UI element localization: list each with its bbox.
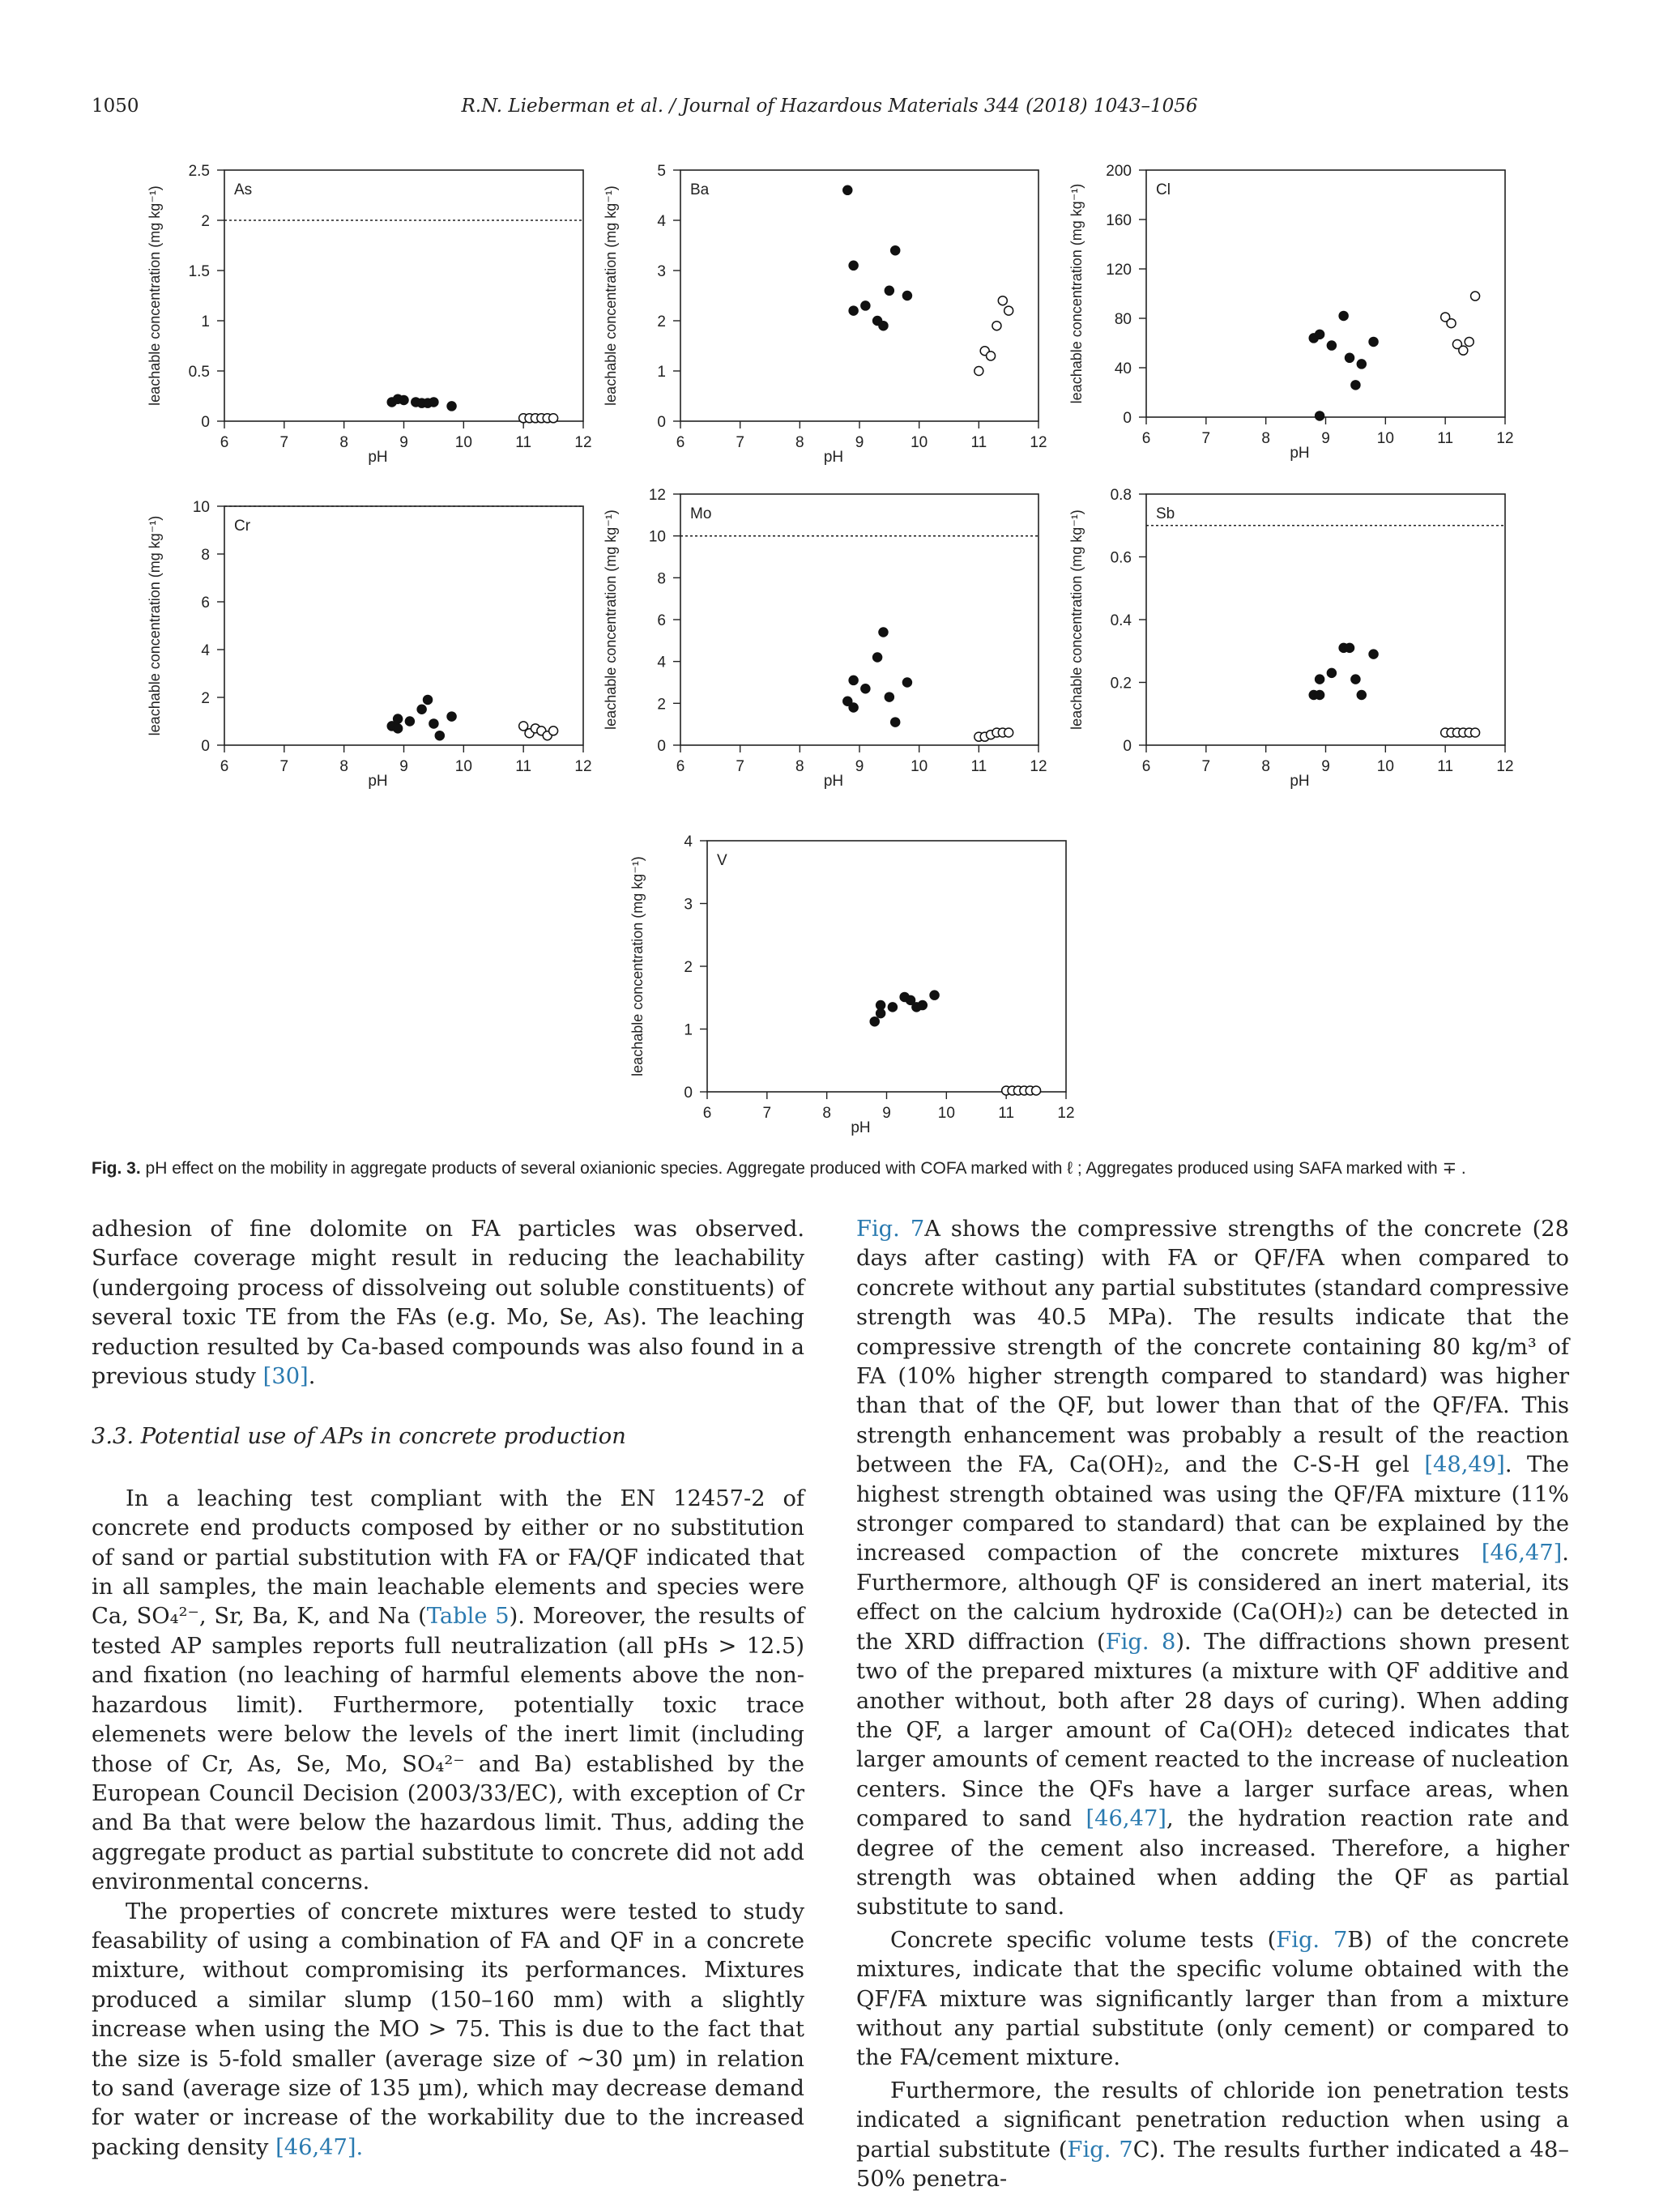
plot-frame xyxy=(680,170,1038,421)
panel-label: As xyxy=(234,181,253,198)
figure-link[interactable]: Fig. 7 xyxy=(856,1217,925,1242)
right-column xyxy=(856,1215,1569,2194)
y-axis-label: leachable concentration (mg kg⁻¹) xyxy=(629,856,646,1076)
panel-sb xyxy=(1068,487,1514,790)
cofa-point xyxy=(885,693,893,701)
y-tick-label: 120 xyxy=(1106,262,1132,279)
x-tick-label: 7 xyxy=(736,434,744,451)
cofa-point xyxy=(891,246,900,255)
figure-3 xyxy=(0,146,1659,1142)
safa-point xyxy=(1447,319,1456,328)
citation-link[interactable]: [30] xyxy=(262,1364,309,1390)
cofa-point xyxy=(429,719,438,728)
cofa-point xyxy=(1327,668,1336,677)
y-tick-label: 0.5 xyxy=(188,364,210,381)
plot-frame xyxy=(1146,494,1505,745)
safa-point xyxy=(1465,337,1473,346)
y-tick-label: 3 xyxy=(657,263,666,280)
panel-as xyxy=(147,163,592,466)
figure-link[interactable]: Fig. 8 xyxy=(1105,1629,1176,1655)
figure-link[interactable]: Fig. 7 xyxy=(1276,1927,1348,1953)
cofa-point xyxy=(1339,311,1348,320)
citation-link[interactable]: [46,47] xyxy=(1481,1541,1563,1566)
x-tick-label: 9 xyxy=(399,434,408,451)
x-axis-label: pH xyxy=(1290,773,1310,790)
x-tick-label: 9 xyxy=(399,758,408,775)
x-axis-label: pH xyxy=(368,449,388,466)
plot-frame xyxy=(680,494,1038,745)
cofa-point xyxy=(843,185,852,194)
page-number: 1050 xyxy=(92,96,139,117)
x-tick-label: 11 xyxy=(515,434,532,451)
x-tick-label: 10 xyxy=(454,758,472,775)
y-tick-label: 2 xyxy=(201,213,210,230)
paragraph: Concrete specific volume tests (Fig. 7B) of the concrete mixtures, indicate that the specific volume obtained with the QF/FA mixture was significantly larger than from a mixture without any partial substitute (only cement) or compared to the FA/cement mixture. xyxy=(856,1927,1569,2071)
x-tick-label: 12 xyxy=(1030,434,1047,451)
y-axis-label: leachable concentration (mg kg⁻¹) xyxy=(147,515,163,736)
y-tick-label: 8 xyxy=(657,570,666,588)
cofa-point xyxy=(849,261,858,270)
y-tick-label: 2 xyxy=(201,690,210,707)
y-tick-label: 1.5 xyxy=(188,263,210,280)
citation-link[interactable]: [46,47]. xyxy=(275,2134,364,2160)
y-tick-label: 1 xyxy=(684,1021,693,1039)
cofa-point xyxy=(435,731,444,740)
x-tick-label: 9 xyxy=(1321,758,1330,775)
safa-point xyxy=(1471,728,1480,737)
cofa-point xyxy=(918,1001,927,1010)
safa-point xyxy=(998,296,1007,305)
x-tick-label: 11 xyxy=(970,434,987,451)
x-tick-label: 9 xyxy=(855,758,864,775)
cofa-point xyxy=(394,724,403,733)
y-tick-label: 6 xyxy=(657,612,666,629)
y-tick-label: 80 xyxy=(1114,311,1132,328)
safa-point xyxy=(549,414,558,423)
paragraph: Furthermore, the results of chloride ion penetration tests indicated a significant penetration reduction when using a partial substitute (Fig. 7C). The results further indicated a 48–50% penetra- xyxy=(856,2078,1570,2192)
safa-point xyxy=(992,322,1001,330)
x-tick-label: 10 xyxy=(1376,758,1394,775)
panel-cl xyxy=(1068,163,1514,462)
cofa-point xyxy=(1316,330,1324,339)
cofa-point xyxy=(1316,675,1324,684)
cofa-point xyxy=(1351,675,1360,684)
cofa-point xyxy=(405,717,414,726)
safa-point xyxy=(1471,292,1480,300)
paragraph: In a leaching test compliant with the EN 12457-2 of concrete end products composed by either or no substitution of sand or partial substitution with FA or FA/QF indicated that in all samples, the main leachable elements and species were Ca, SO₄²⁻, Sr, Ba, K, and Na (Table 5). Moreover, the results of tested AP samples reports full neutralization (all pHs > 12.5) and fixation (no leaching of harmful elements above the non-hazardous limit). Furthermore, potentially toxic trace elemenets were below the levels of the inert limit (including those of Cr, As, Se, Mo, SO₄²⁻ and Ba) established by the European Council Decision (2003/33/EC), with exception of Cr and Ba that were below the hazardous limit. Thus, adding the aggregate product as partial substitute to concrete did not add environmental concerns. xyxy=(92,1485,804,1895)
safa-point xyxy=(549,727,558,735)
y-tick-label: 0.2 xyxy=(1110,675,1132,693)
cofa-point xyxy=(429,398,438,407)
caption-text: pH effect on the mobility in aggregate products of several oxianionic species. Aggregate produced with COFA marked with ℓ ; Aggregates produced using SAFA marked with ∓ . xyxy=(145,1159,1466,1178)
y-tick-label: 0 xyxy=(657,414,666,431)
paragraph: adhesion of fine dolomite on FA particles was observed. Surface coverage might result in reducing the leachability (undergoing process of dissolveing out soluble constituents) of several toxic TE from the FAs (e.g. Mo, Se, As). The leaching reduction resulted by Ca-based compounds was also found in a previous study [30]. xyxy=(92,1217,804,1390)
cofa-point xyxy=(417,705,426,714)
panel-label: Sb xyxy=(1156,505,1175,522)
x-tick-label: 7 xyxy=(736,758,744,775)
cofa-point xyxy=(930,991,939,999)
cofa-point xyxy=(870,1017,879,1026)
y-tick-label: 0 xyxy=(684,1085,693,1102)
x-tick-label: 11 xyxy=(1437,430,1454,447)
y-axis-label: leachable concentration (mg kg⁻¹) xyxy=(147,185,163,406)
cofa-point xyxy=(849,306,858,315)
x-tick-label: 10 xyxy=(937,1105,955,1122)
x-tick-label: 6 xyxy=(702,1105,712,1122)
x-tick-label: 8 xyxy=(339,434,348,451)
x-tick-label: 12 xyxy=(1057,1105,1075,1122)
cofa-point xyxy=(1316,411,1324,420)
y-tick-label: 2 xyxy=(684,959,693,976)
x-tick-label: 12 xyxy=(1496,430,1514,447)
y-axis-label: leachable concentration (mg kg⁻¹) xyxy=(603,185,619,406)
x-tick-label: 8 xyxy=(339,758,348,775)
y-tick-label: 0.6 xyxy=(1110,549,1132,567)
cofa-point xyxy=(861,301,870,310)
section-heading: 3.3. Potential use of APs in concrete production xyxy=(92,1424,626,1450)
y-tick-label: 5 xyxy=(657,163,666,180)
x-tick-label: 8 xyxy=(1261,758,1270,775)
caption-label: Fig. 3. xyxy=(92,1159,141,1178)
x-tick-label: 11 xyxy=(970,758,987,775)
y-tick-label: 40 xyxy=(1114,360,1132,377)
panel-label: Cr xyxy=(234,518,251,535)
cofa-point xyxy=(1351,381,1360,390)
x-tick-label: 10 xyxy=(454,434,472,451)
x-tick-label: 7 xyxy=(279,434,289,451)
cofa-point xyxy=(1327,341,1336,350)
y-axis-label: leachable concentration (mg kg⁻¹) xyxy=(603,509,619,730)
x-tick-label: 6 xyxy=(1141,758,1151,775)
cofa-point xyxy=(1357,360,1366,369)
x-axis-label: pH xyxy=(368,773,388,790)
cofa-point xyxy=(1357,691,1366,700)
y-tick-label: 0.4 xyxy=(1110,612,1132,629)
figure-caption xyxy=(92,1157,1574,1180)
y-tick-label: 3 xyxy=(684,896,693,914)
cofa-point xyxy=(1369,650,1378,658)
y-tick-label: 12 xyxy=(648,487,666,504)
x-tick-label: 11 xyxy=(998,1105,1015,1122)
cofa-point xyxy=(447,402,456,411)
safa-point xyxy=(1004,306,1013,315)
cofa-point xyxy=(885,286,893,295)
x-tick-label: 12 xyxy=(1030,758,1047,775)
y-tick-label: 2 xyxy=(657,696,666,714)
y-tick-label: 0 xyxy=(1123,738,1132,755)
y-axis-label: leachable concentration (mg kg⁻¹) xyxy=(1068,509,1085,730)
cofa-point xyxy=(902,678,911,687)
safa-point xyxy=(1032,1086,1041,1095)
safa-point xyxy=(987,352,996,360)
panel-label: Ba xyxy=(690,181,710,198)
x-axis-label: pH xyxy=(851,1119,871,1136)
cofa-point xyxy=(849,676,858,684)
cofa-point xyxy=(1369,337,1378,346)
cofa-point xyxy=(879,322,888,330)
x-tick-label: 8 xyxy=(795,758,804,775)
y-tick-label: 200 xyxy=(1106,163,1132,180)
x-tick-label: 12 xyxy=(1496,758,1514,775)
citation-link[interactable]: [48,49] xyxy=(1424,1452,1505,1478)
x-tick-label: 10 xyxy=(911,758,928,775)
y-tick-label: 4 xyxy=(201,642,210,659)
left-column xyxy=(92,1215,804,2163)
x-tick-label: 10 xyxy=(1376,430,1394,447)
y-axis-label: leachable concentration (mg kg⁻¹) xyxy=(1068,183,1085,404)
plot-frame xyxy=(1146,170,1505,417)
y-tick-label: 160 xyxy=(1106,212,1132,229)
cofa-point xyxy=(891,718,900,727)
y-tick-label: 0 xyxy=(657,738,666,755)
y-tick-label: 4 xyxy=(657,213,666,230)
paragraph: Fig. 7A shows the compressive strengths of the concrete (28 days after casting) with FA or QF/FA when compared to concrete without any partial substitutes (standard compressive strength was 40.5 MPa). The results indicate that the compressive strength of the concrete containing 80 kg/m³ of FA (10% higher strength compared to standard) was higher than that of the QF, but lower than that of the QF/FA. This strength enhancement was probably a result of the reaction between the FA, Ca(OH)₂, and the C-S-H gel [48,49]. The highest strength obtained was using the QF/FA mixture (11% stronger compared to standard) that can be explained by the increased compaction of the concrete mixtures [46,47]. Furthermore, although QF is considered an inert material, its effect on the calcium hydroxide (Ca(OH)₂) can be detected in the XRD diffraction (Fig. 8). The diffractions shown present two of the prepared mixtures (a mixture with QF additive and another without, both after 28 days of curing). When adding the QF, a larger amount of Ca(OH)₂ deteced indicates that larger amounts of cement reacted to the increase of nucleation centers. Since the QFs have a larger surface areas, when compared to sand [46,47], the hydration reaction rate and degree of the cement also increased. Therefore, a higher strength was obtained when adding the QF as partial substitute to sand. xyxy=(856,1217,1570,1920)
y-tick-label: 0 xyxy=(201,414,210,431)
x-tick-label: 9 xyxy=(1321,430,1330,447)
y-tick-label: 0 xyxy=(1123,410,1132,427)
panel-label: Cl xyxy=(1156,181,1171,198)
safa-point xyxy=(975,367,983,376)
y-tick-label: 8 xyxy=(201,547,210,564)
x-tick-label: 7 xyxy=(762,1105,772,1122)
cofa-point xyxy=(399,395,408,404)
x-tick-label: 12 xyxy=(574,758,592,775)
x-axis-label: pH xyxy=(1290,445,1310,462)
y-tick-label: 1 xyxy=(201,313,210,330)
y-tick-label: 4 xyxy=(657,654,666,671)
cofa-point xyxy=(447,712,456,721)
x-tick-label: 8 xyxy=(795,434,804,451)
cofa-point xyxy=(849,703,858,712)
y-tick-label: 4 xyxy=(684,833,693,850)
cofa-point xyxy=(1346,643,1354,652)
panel-v xyxy=(629,833,1075,1136)
x-tick-label: 7 xyxy=(1201,430,1211,447)
cofa-point xyxy=(394,714,403,723)
x-tick-label: 8 xyxy=(822,1105,831,1122)
cofa-point xyxy=(876,1001,885,1010)
panel-mo xyxy=(603,487,1047,790)
paragraph: The properties of concrete mixtures were tested to study feasability of using a combination of FA and QF in a concrete mixture, without compromising its performances. Mixtures produced a similar slump (150–160 mm) with a slightly increase when using the MO > 75. This is due to the fact that the size is 5-fold smaller (average size of ~30 µm) in relation to sand (average size of 135 µm), which may decrease demand for water or increase of the workability due to the increased packing density [46,47]. xyxy=(92,1899,804,2160)
x-tick-label: 10 xyxy=(911,434,928,451)
table-link[interactable]: Table 5 xyxy=(426,1604,510,1630)
y-tick-label: 2.5 xyxy=(188,163,210,180)
x-tick-label: 11 xyxy=(1437,758,1454,775)
x-tick-label: 6 xyxy=(220,434,229,451)
citation-link[interactable]: [46,47] xyxy=(1085,1806,1166,1832)
cofa-point xyxy=(424,695,433,704)
panel-cr xyxy=(147,499,592,790)
running-header: R.N. Lieberman et al. / Journal of Hazardous Materials 344 (2018) 1043–1056 xyxy=(461,96,1198,117)
x-tick-label: 7 xyxy=(1201,758,1211,775)
x-tick-label: 6 xyxy=(1141,430,1151,447)
plot-frame xyxy=(224,170,583,421)
cofa-point xyxy=(879,628,888,637)
y-tick-label: 10 xyxy=(648,528,666,546)
plot-frame xyxy=(707,841,1066,1092)
y-tick-label: 6 xyxy=(201,595,210,612)
x-axis-label: pH xyxy=(823,773,844,790)
y-tick-label: 10 xyxy=(192,499,210,516)
x-tick-label: 11 xyxy=(515,758,532,775)
y-tick-label: 2 xyxy=(657,313,666,330)
plot-frame xyxy=(224,506,583,745)
cofa-point xyxy=(888,1003,897,1012)
safa-point xyxy=(1459,346,1468,355)
safa-point xyxy=(1004,728,1013,737)
x-tick-label: 9 xyxy=(882,1105,891,1122)
cofa-point xyxy=(1346,353,1354,362)
cofa-point xyxy=(861,684,870,693)
y-tick-label: 0 xyxy=(201,738,210,755)
figure-link[interactable]: Fig. 7 xyxy=(1067,2137,1133,2163)
y-tick-label: 0.8 xyxy=(1110,487,1132,504)
cofa-point xyxy=(1316,691,1324,700)
panel-label: V xyxy=(717,852,727,869)
panel-ba xyxy=(603,163,1047,466)
x-tick-label: 6 xyxy=(676,434,685,451)
x-tick-label: 12 xyxy=(574,434,592,451)
panel-label: Mo xyxy=(690,505,712,522)
x-tick-label: 6 xyxy=(676,758,685,775)
x-tick-label: 9 xyxy=(855,434,864,451)
x-tick-label: 8 xyxy=(1261,430,1270,447)
y-tick-label: 1 xyxy=(657,364,666,381)
x-axis-label: pH xyxy=(823,449,844,466)
cofa-point xyxy=(873,653,882,662)
cofa-point xyxy=(902,292,911,300)
x-tick-label: 7 xyxy=(279,758,289,775)
x-tick-label: 6 xyxy=(220,758,229,775)
